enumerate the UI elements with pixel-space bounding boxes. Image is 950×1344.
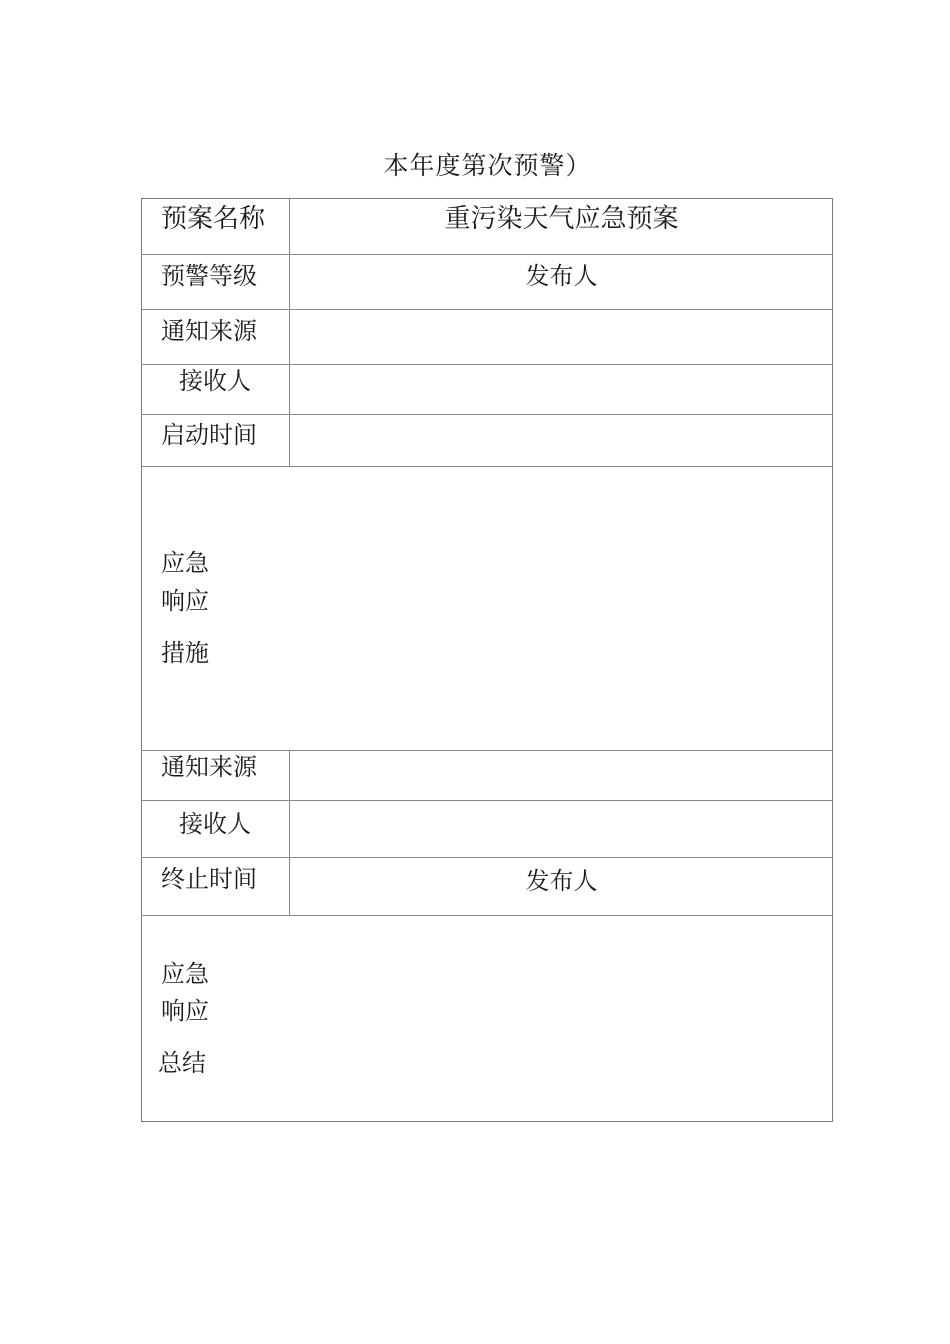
notice-source-label: 通知来源 xyxy=(161,317,257,345)
end-time-label: 终止时间 xyxy=(161,865,257,893)
summary-label-line: 应急 xyxy=(161,960,209,988)
plan-name-label: 预案名称 xyxy=(161,204,266,234)
row-divider xyxy=(142,750,832,751)
warning-level-label: 预警等级 xyxy=(161,262,257,290)
notice-source-label: 通知来源 xyxy=(161,753,257,781)
row-divider xyxy=(142,414,832,415)
row-divider xyxy=(142,857,832,858)
summary-label-line: 响应 xyxy=(161,997,209,1025)
row-divider xyxy=(142,364,832,365)
summary-label-line: 总结 xyxy=(158,1049,206,1077)
row-divider xyxy=(142,309,832,310)
publisher-label: 发布人 xyxy=(525,262,598,290)
row-divider xyxy=(142,254,832,255)
measures-label-line: 响应 xyxy=(161,587,209,615)
measures-label-line: 应急 xyxy=(161,549,209,577)
warning-form-table xyxy=(141,198,833,1122)
plan-name-value: 重污染天气应急预案 xyxy=(444,204,679,234)
row-divider xyxy=(142,800,832,801)
row-divider xyxy=(142,915,832,916)
start-time-label: 启动时间 xyxy=(161,421,257,449)
receiver-label: 接收人 xyxy=(179,810,251,838)
column-divider xyxy=(289,199,290,466)
page-title: 本年度第次预警） xyxy=(383,151,592,180)
row-divider xyxy=(142,466,832,467)
measures-label-line: 措施 xyxy=(161,639,209,667)
receiver-label: 接收人 xyxy=(179,367,251,395)
publisher-label: 发布人 xyxy=(525,867,598,895)
